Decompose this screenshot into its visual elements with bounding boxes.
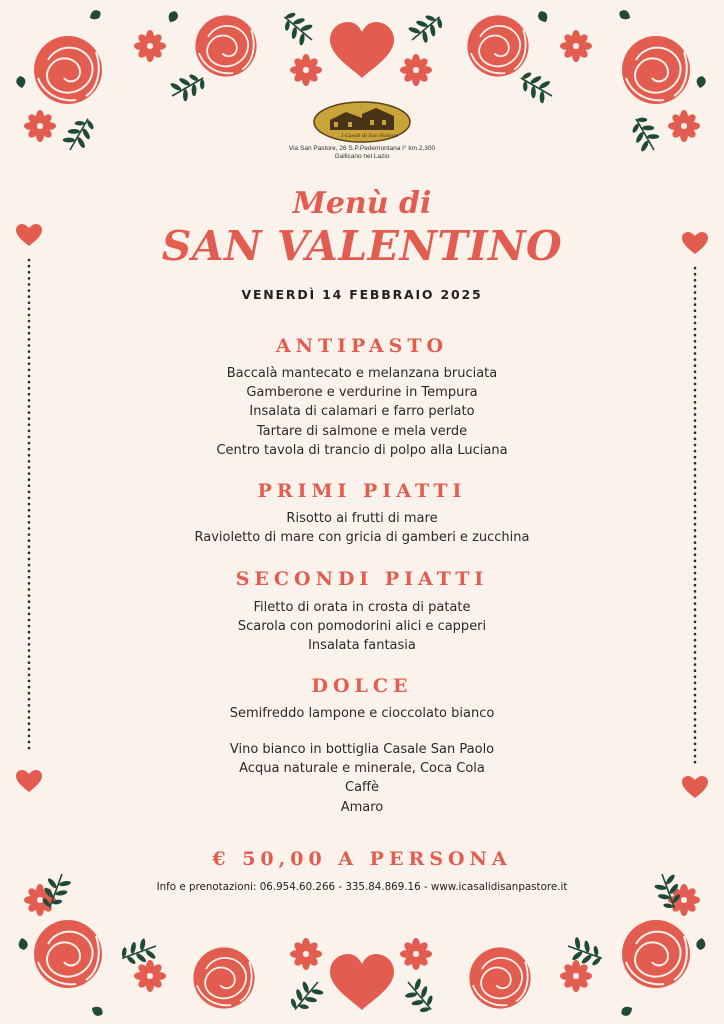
drink-item: Vino bianco in bottiglia Casale San Paolo (229, 742, 495, 757)
menu-item: Gamberone e verdurine in Tempura (246, 385, 478, 401)
section-items-antipasto (0, 364, 724, 460)
menu-item: Semifreddo lampone e cioccolato bianco (229, 706, 495, 721)
section-title-primi: PRIMI PIATTI (257, 480, 467, 502)
drinks-list (0, 740, 724, 817)
section-title-secondi: SECONDI PIATTI (235, 568, 489, 590)
menu-item: Risotto ai frutti di mare (286, 511, 438, 526)
menu-title-line2: SAN VALENTINO (161, 222, 563, 270)
section-title-antipasto: ANTIPASTO (275, 335, 449, 357)
section-items-primi (0, 509, 724, 547)
side-border-right (680, 224, 710, 804)
menu-item: Insalata fantasia (308, 638, 416, 654)
menu-item: Scarola con pomodorini alici e capperi (237, 619, 487, 635)
heart-icon (682, 232, 708, 254)
floral-border-bottom (0, 860, 724, 1024)
menu-item: Filetto di orata in crosta di patate (253, 600, 471, 615)
restaurant-address (212, 145, 512, 161)
side-border-left (14, 224, 44, 804)
menu-item: Baccalà mantecato e melanzana bruciata (226, 366, 498, 381)
heart-icon (16, 770, 42, 792)
address-line-2: Gallicano nel Lazio (334, 153, 390, 160)
heart-icon (16, 224, 42, 246)
logo-text: I Casali di San Pastore (341, 133, 399, 139)
section-items-dolce (0, 704, 724, 723)
menu-item: Centro tavola di trancio di polpo alla Luciana (216, 442, 508, 458)
restaurant-logo (312, 100, 412, 144)
menu-item: Tartare di salmone e mela verde (256, 423, 468, 439)
price-per-person: € 50,00 A PERSONA (212, 848, 512, 870)
heart-icon (682, 776, 708, 798)
menu-item: Ravioletto di mare con gricia di gamberi e zucchina (194, 530, 530, 546)
drink-item: Amaro (340, 799, 384, 815)
event-date: VENERDÌ 14 FEBBRAIO 2025 (241, 287, 483, 302)
menu-title-line1: Menù di (292, 186, 432, 221)
section-items-secondi (0, 598, 724, 656)
contact-info: Info e prenotazioni: 06.954.60.266 - 335.84.869.16 - www.icasalidisanpastore.it (156, 881, 568, 893)
menu-item: Insalata di calamari e farro perlato (249, 404, 475, 420)
drink-item: Acqua naturale e minerale, Coca Cola (239, 761, 485, 777)
drink-item: Caffè (345, 780, 379, 796)
section-title-dolce: DOLCE (311, 675, 413, 697)
address-line-1: Via San Pastore, 26 S.P.Pedemontana I° km.2,300 (288, 145, 436, 152)
